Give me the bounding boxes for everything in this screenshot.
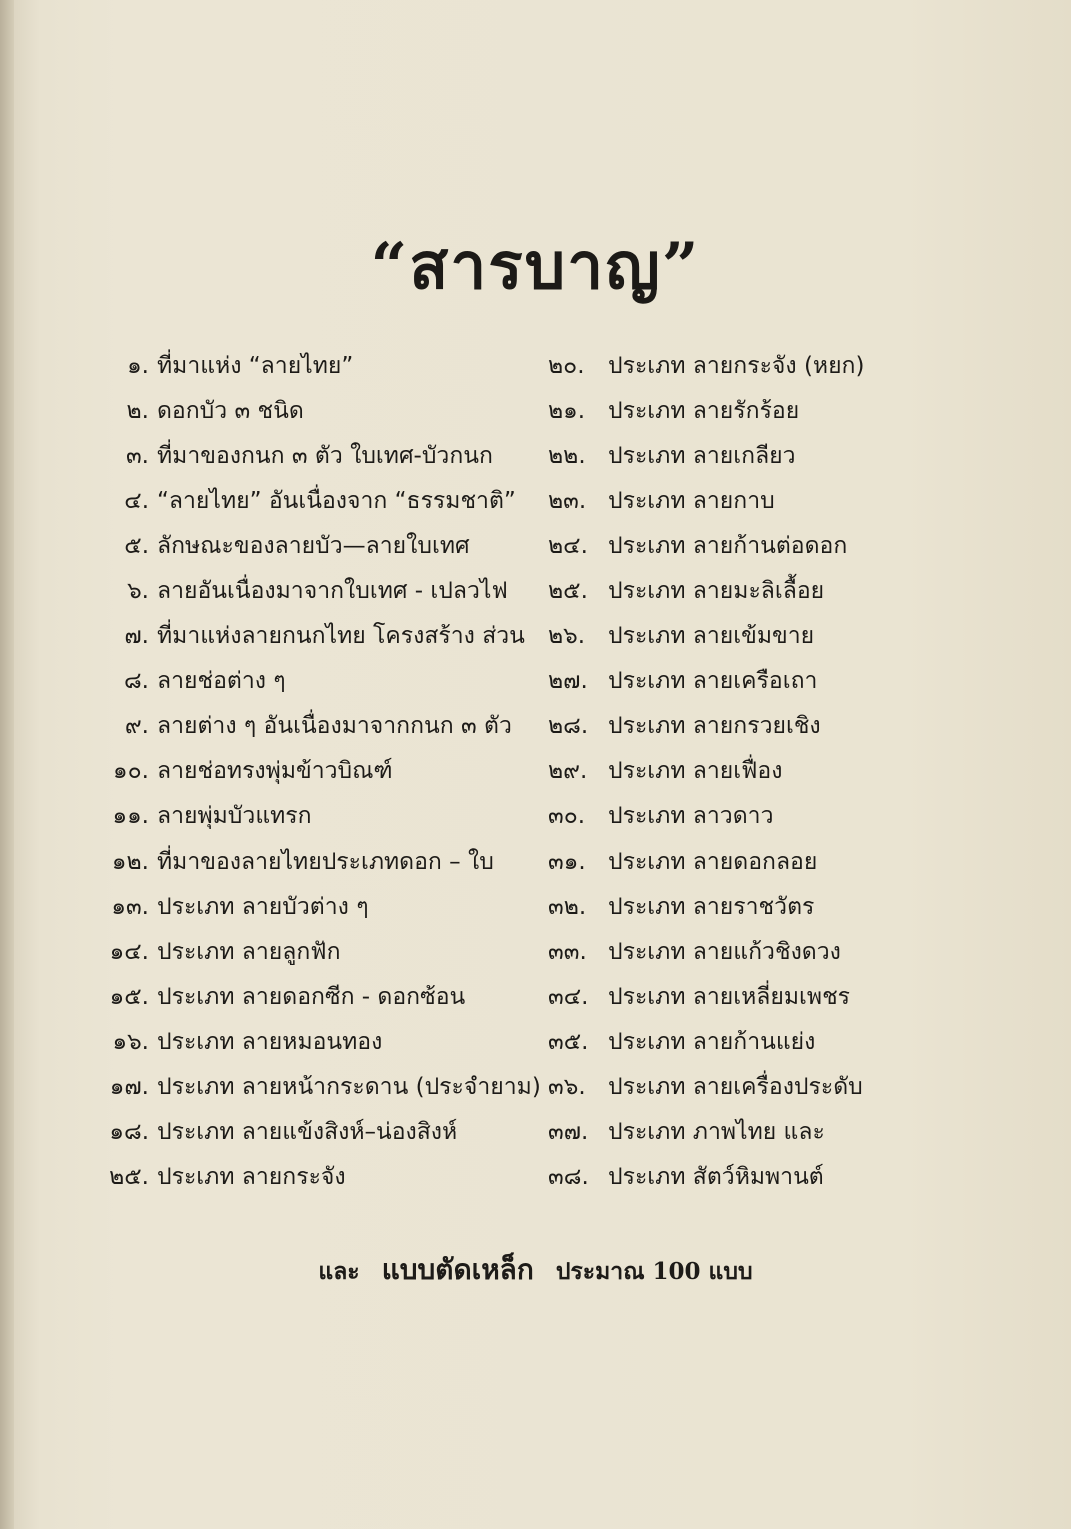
toc-entry: [548, 478, 908, 523]
toc-entry-number: ๒๑.: [548, 397, 586, 424]
toc-entry-title: ที่มาของกนก ๓ ตัว ใบเทศ-บัวกนก: [157, 442, 493, 469]
toc-entry: [80, 433, 550, 478]
toc-entry: [548, 974, 908, 1019]
toc-entry-title: ประเภท ลายแก้วชิงดวง: [608, 938, 841, 965]
toc-entry: [548, 659, 908, 704]
toc-entry-number: ๑๐.: [113, 758, 149, 785]
toc-entry-number: ๕.: [124, 532, 149, 559]
toc-entry-title: ประเภท ลายก้านต่อดอก: [608, 532, 848, 559]
toc-entry: [80, 1019, 550, 1064]
toc-entry-title: ประเภท ลายเข้มขาย: [608, 623, 815, 650]
page-title: “สารบาญ”: [370, 229, 701, 304]
toc-entry-number: ๒๗.: [548, 668, 588, 695]
toc-entry: [548, 343, 908, 388]
footer-and: และ: [318, 1258, 360, 1285]
toc-entry-number: ๑.: [127, 352, 149, 379]
toc-entry: [80, 1110, 550, 1155]
toc-entry-number: ๓๒.: [548, 893, 587, 920]
toc-entry-title: “ลายไทย” อันเนื่องจาก “ธรรมชาติ”: [157, 487, 516, 514]
toc-entry-number: ๑๒.: [111, 848, 149, 875]
toc-entry: [548, 884, 908, 929]
toc-entry: [548, 1110, 908, 1155]
toc-entry: [548, 1019, 908, 1064]
toc-entry: [80, 794, 550, 839]
toc-entry-title: ประเภท ลายกาบ: [608, 487, 775, 514]
toc-entry-number: ๓๕.: [548, 1028, 589, 1055]
toc-entry: [548, 1065, 908, 1110]
toc-entry-number: ๒๘.: [548, 713, 589, 740]
toc-entry: [80, 1065, 550, 1110]
toc-entry-title: ประเภท ลายมะลิเลื้อย: [608, 578, 825, 605]
toc-entry: [548, 794, 908, 839]
toc-entry-title: ประเภท ลายแข้งสิงห์–น่องสิงห์: [157, 1119, 458, 1146]
footer-approx-count: ประมาณ 100 แบบ: [555, 1258, 753, 1285]
toc-entry: [548, 839, 908, 884]
toc-entry-number: ๑๓.: [111, 893, 149, 920]
toc-entry-number: ๑๘.: [109, 1119, 149, 1146]
toc-entry-title: ที่มาแห่ง “ลายไทย”: [157, 352, 354, 379]
toc-entry-number: ๖.: [127, 578, 149, 605]
toc-entry: [548, 1155, 908, 1200]
toc-entry-title: ลายช่อต่าง ๆ: [157, 668, 286, 695]
toc-entry-title: ประเภท ลายราชวัตร: [608, 893, 815, 920]
toc-entry-title: ลายช่อทรงพุ่มข้าวบิณฑ์: [157, 758, 393, 785]
toc-entry-number: ๗.: [124, 623, 149, 650]
toc-entry-title: ประเภท ลายกรวยเชิง: [608, 713, 821, 740]
toc-entry: [80, 884, 550, 929]
toc-entry-number: ๓๘.: [548, 1164, 589, 1191]
toc-entry: [80, 388, 550, 433]
toc-entry-number: ๒๓.: [548, 487, 587, 514]
toc-entry-title: ลายอันเนื่องมาจากใบเทศ - เปลวไฟ: [157, 578, 508, 605]
toc-entry-number: ๒๐.: [548, 352, 585, 379]
toc-entry-title: ที่มาแห่งลายกนกไทย โครงสร้าง ส่วน: [157, 623, 525, 650]
toc-entry: [80, 478, 550, 523]
toc-entry: [548, 568, 908, 613]
toc-entry-number: ๒๙.: [548, 758, 588, 785]
toc-entry: [548, 929, 908, 974]
toc-entry-title: ประเภท ลายหน้ากระดาน (ประจำยาม): [157, 1074, 541, 1101]
toc-entry-title: ประเภท ลายเหลี่ยมเพชร: [608, 983, 851, 1010]
toc-entry: [80, 929, 550, 974]
toc-entry-number: ๑๑.: [112, 803, 149, 830]
toc-entry-number: ๓๖.: [548, 1074, 586, 1101]
toc-entry: [548, 433, 908, 478]
toc-entry-title: ประเภท ลายบัวต่าง ๆ: [157, 893, 369, 920]
toc-entry-title: ประเภท ลายก้านแย่ง: [608, 1028, 816, 1055]
toc-entry: [80, 343, 550, 388]
toc-entry: [80, 704, 550, 749]
toc-entry: [548, 388, 908, 433]
footer-note: [0, 1248, 1071, 1292]
toc-entry-number: ๔.: [124, 487, 149, 514]
toc-entry-title: ประเภท ลายกระจัง: [157, 1164, 346, 1191]
toc-entry-title: ประเภท ลาวดาว: [608, 803, 774, 830]
toc-entry: [548, 523, 908, 568]
toc-entry-title: ประเภท ลายเฟื่อง: [608, 758, 783, 785]
toc-entry-title: ประเภท ลายลูกฟัก: [157, 938, 341, 965]
toc-entry-title: ประเภท ลายเครื่องประดับ: [608, 1074, 863, 1101]
toc-entry-title: ที่มาของลายไทยประเภทดอก – ใบ: [157, 848, 494, 875]
toc-entry: [80, 749, 550, 794]
toc-entry-number: ๓๑.: [548, 848, 586, 875]
toc-entry-title: ลายพุ่มบัวแทรก: [157, 803, 312, 830]
toc-entry-number: ๑๖.: [112, 1028, 149, 1055]
toc-entry-number: ๓.: [125, 442, 149, 469]
toc-entry-number: ๒๕.: [548, 578, 588, 605]
toc-right-column: [548, 343, 908, 1200]
toc-entry-number: ๓๔.: [548, 983, 589, 1010]
toc-entry: [80, 523, 550, 568]
toc-entry: [80, 659, 550, 704]
toc-entry-number: ๒.: [126, 397, 149, 424]
toc-left-column: [80, 343, 550, 1200]
toc-entry-number: ๓๗.: [548, 1119, 589, 1146]
toc-entry-number: ๓๓.: [548, 938, 587, 965]
toc-entry-title: ประเภท ลายเกลียว: [608, 442, 796, 469]
toc-entry-title: ประเภท ลายเครือเถา: [608, 668, 818, 695]
toc-entry-title: ประเภท ลายหมอนทอง: [157, 1028, 383, 1055]
footer-steel-cut-patterns: แบบตัดเหล็ก: [381, 1253, 534, 1286]
toc-entry: [80, 568, 550, 613]
toc-entry-title: ประเภท ภาพไทย และ: [608, 1119, 825, 1146]
toc-entry: [80, 974, 550, 1019]
toc-entry: [548, 614, 908, 659]
toc-entry: [548, 704, 908, 749]
toc-entry-number: ๒๒.: [548, 442, 586, 469]
toc-entry-number: ๓๐.: [548, 803, 586, 830]
toc-entry-title: ประเภท ลายรักร้อย: [608, 397, 800, 424]
toc-entry-title: ลักษณะของลายบัว—ลายใบเทศ: [157, 532, 470, 559]
toc-entry-title: ลายต่าง ๆ อันเนื่องมาจากกนก ๓ ตัว: [157, 713, 512, 740]
toc-entry-number: ๑๗.: [109, 1074, 149, 1101]
toc-entry-number: ๑๕.: [109, 983, 149, 1010]
toc-entry-number: ๒๕.: [109, 1164, 149, 1191]
toc-entry-title: ประเภท สัตว์หิมพานต์: [608, 1164, 824, 1191]
toc-entry: [80, 614, 550, 659]
toc-entry-title: ประเภท ลายดอกซีก - ดอกซ้อน: [157, 983, 466, 1010]
toc-entry-number: ๙.: [124, 713, 149, 740]
toc-entry: [80, 839, 550, 884]
toc-entry-title: ดอกบัว ๓ ชนิด: [157, 397, 304, 424]
toc-entry-number: ๘.: [123, 668, 149, 695]
toc-entry-number: ๒๔.: [548, 532, 588, 559]
toc-entry-title: ประเภท ลายกระจัง (หยก): [608, 352, 865, 379]
toc-entry-title: ประเภท ลายดอกลอย: [608, 848, 818, 875]
toc-entry-number: ๑๔.: [109, 938, 149, 965]
toc-entry-number: ๒๖.: [548, 623, 586, 650]
toc-entry: [80, 1155, 550, 1200]
toc-entry: [548, 749, 908, 794]
